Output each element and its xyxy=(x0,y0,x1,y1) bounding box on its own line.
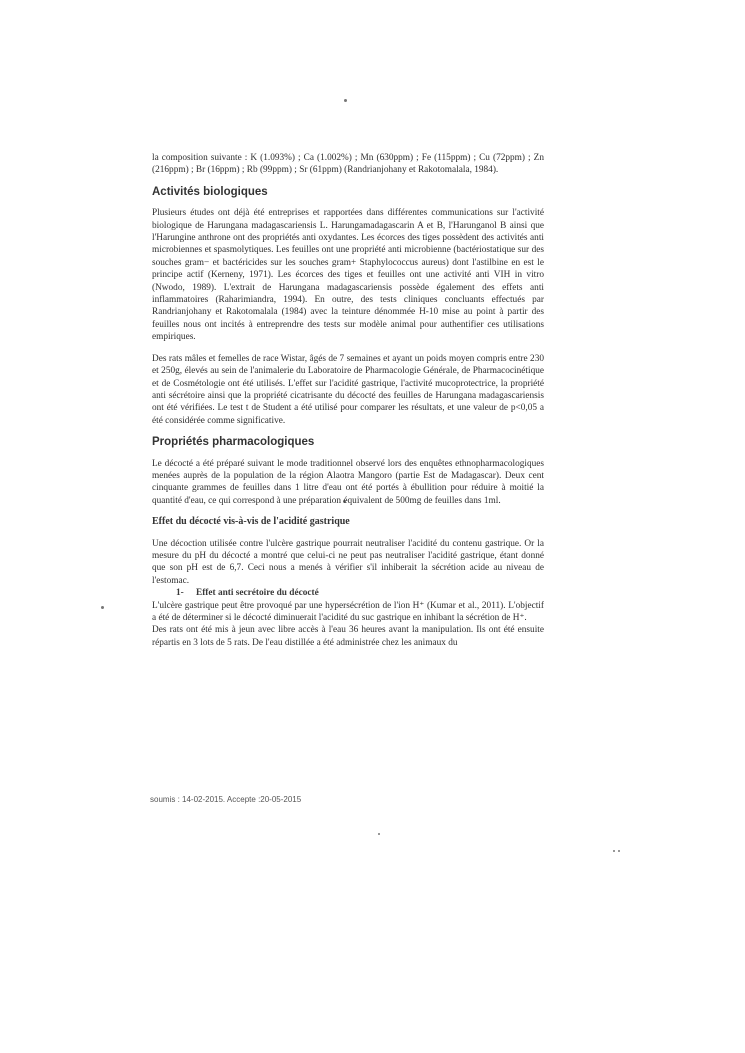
section-title-biological: Activités biologiques xyxy=(152,185,268,198)
biological-paragraph: Plusieurs études ont déjà été entreprises et rapportées dans différentes communications sur l'activité biologique de Harungana madagascariensis L. Harungamadagascarin A et B, l'Harunganol B ainsi que l'Harungine anthrone ont des propriétés anti oxydantes. Les écorces des tiges possèdent des activités anti microbiennes et spasmolytiques. Les feuilles ont une propriété anti microbienne (bactériostatique sur des souches gram− et bactéricides sur les souches gram+ Staphylococcus aureus) dont l'astilbine en est le principe actif (Kerneny, 1971). Les écorces des tiges et feuilles ont une activité anti VIH in vitro (Nwodo, 1989). L'extrait de Harungana madagascariensis possède également des effets anti inflammatoires (Raharimiandra, 1994). En outre, des tests cliniques concluants effectués par Randrianjohany et Rakotomalala (1984) avec la teinture dénommée H-10 mise au point à partir des feuilles nous ont incités à entreprendre des tests sur modèle animal pour authentifier ces utilisations empiriques. xyxy=(152,208,544,343)
effect-paragraph: Une décoction utilisée contre l'ulcère gastrique pourrait neutraliser l'acidité du contenu gastrique. Or la mesure du pH du décocté a montré que celui-ci ne peut pas neutraliser l'acidité gastrique, étant donné que son pH est de 6,7. Ceci nous a menés à vérifier s'il inhiberait la sécrétion acide au niveau de l'estomac. xyxy=(152,538,544,586)
subsection-paragraph: L'ulcère gastrique peut être provoqué par une hypersécrétion de l'ion H⁺ (Kumar et al., 2011). L'objectif a été de déterminer si le décocté diminuerait l'acidité du suc gastrique en inhibant la sécrétion de H⁺. xyxy=(152,600,544,623)
intro-paragraph: la composition suivante : K (1.093%) ; Ca (1.002%) ; Mn (630ppm) ; Fe (115ppm) ; Cu (72ppm) ; Zn (216ppm) ; Br (16ppm) ; Rb (99ppm) ; Sr (61ppm) (Randrianjohany et Rakotomalala, 1984). xyxy=(152,153,544,176)
scan-speck xyxy=(101,606,104,609)
rats-paragraph: Des rats mâles et femelles de race Wistar, âgés de 7 semaines et ayant un poids moyen compris entre 230 et 250g, élevés au sein de l'animalerie du Laboratoire de Pharmacologie Générale, de Pharmacocinétique et de Cosmétologie ont été utilisés. L'effet sur l'acidité gastrique, l'activité mucoprotectrice, la propriété anti sécrétoire ainsi que la propriété cicatrisante du décocté des feuilles de Harungana madagascariensis ont été vérifiées. Le test t de Student a été utilisé pour comparer les résultats, et une valeur de p<0,05 a été considérée comme significative. xyxy=(152,353,544,426)
subsection-number: 1- xyxy=(176,588,184,599)
subsection-title xyxy=(176,587,544,599)
scan-speck xyxy=(613,850,615,852)
fasting-paragraph: Des rats ont été mis à jeun avec libre accès à l'eau 36 heures avant la manipulation. Ils ont été ensuite répartis en 3 lots de 5 rats. De l'eau distillée a été administrée chez les animaux du xyxy=(152,625,544,648)
scan-speck xyxy=(378,833,380,835)
scan-speck xyxy=(344,99,347,102)
section-title-effect: Effet du décocté vis-à-vis de l'acidité gastrique xyxy=(152,516,350,528)
section-title-pharmacological: Propriétés pharmacologiques xyxy=(152,436,315,449)
scan-speck xyxy=(618,850,620,852)
pharmacological-paragraph: Le décocté a été préparé suivant le mode traditionnel observé lors des enquêtes ethnopharmacologiques menées auprès de la population de la région Alaotra Mangoro (partie Est de Madagascar). Deux cent cinquante grammes de feuilles dans 1 litre d'eau ont été portés à ébullition pour réduire à moitié la quantité d'eau, ce qui correspond à une préparation équivalent de 500mg de feuilles dans 1ml. xyxy=(152,458,544,506)
subsection-label: Effet anti secrétoire du décocté xyxy=(196,588,319,599)
submission-footer: soumis : 14-02-2015. Accepte :20-05-2015 xyxy=(150,795,302,804)
document-body xyxy=(152,152,544,658)
